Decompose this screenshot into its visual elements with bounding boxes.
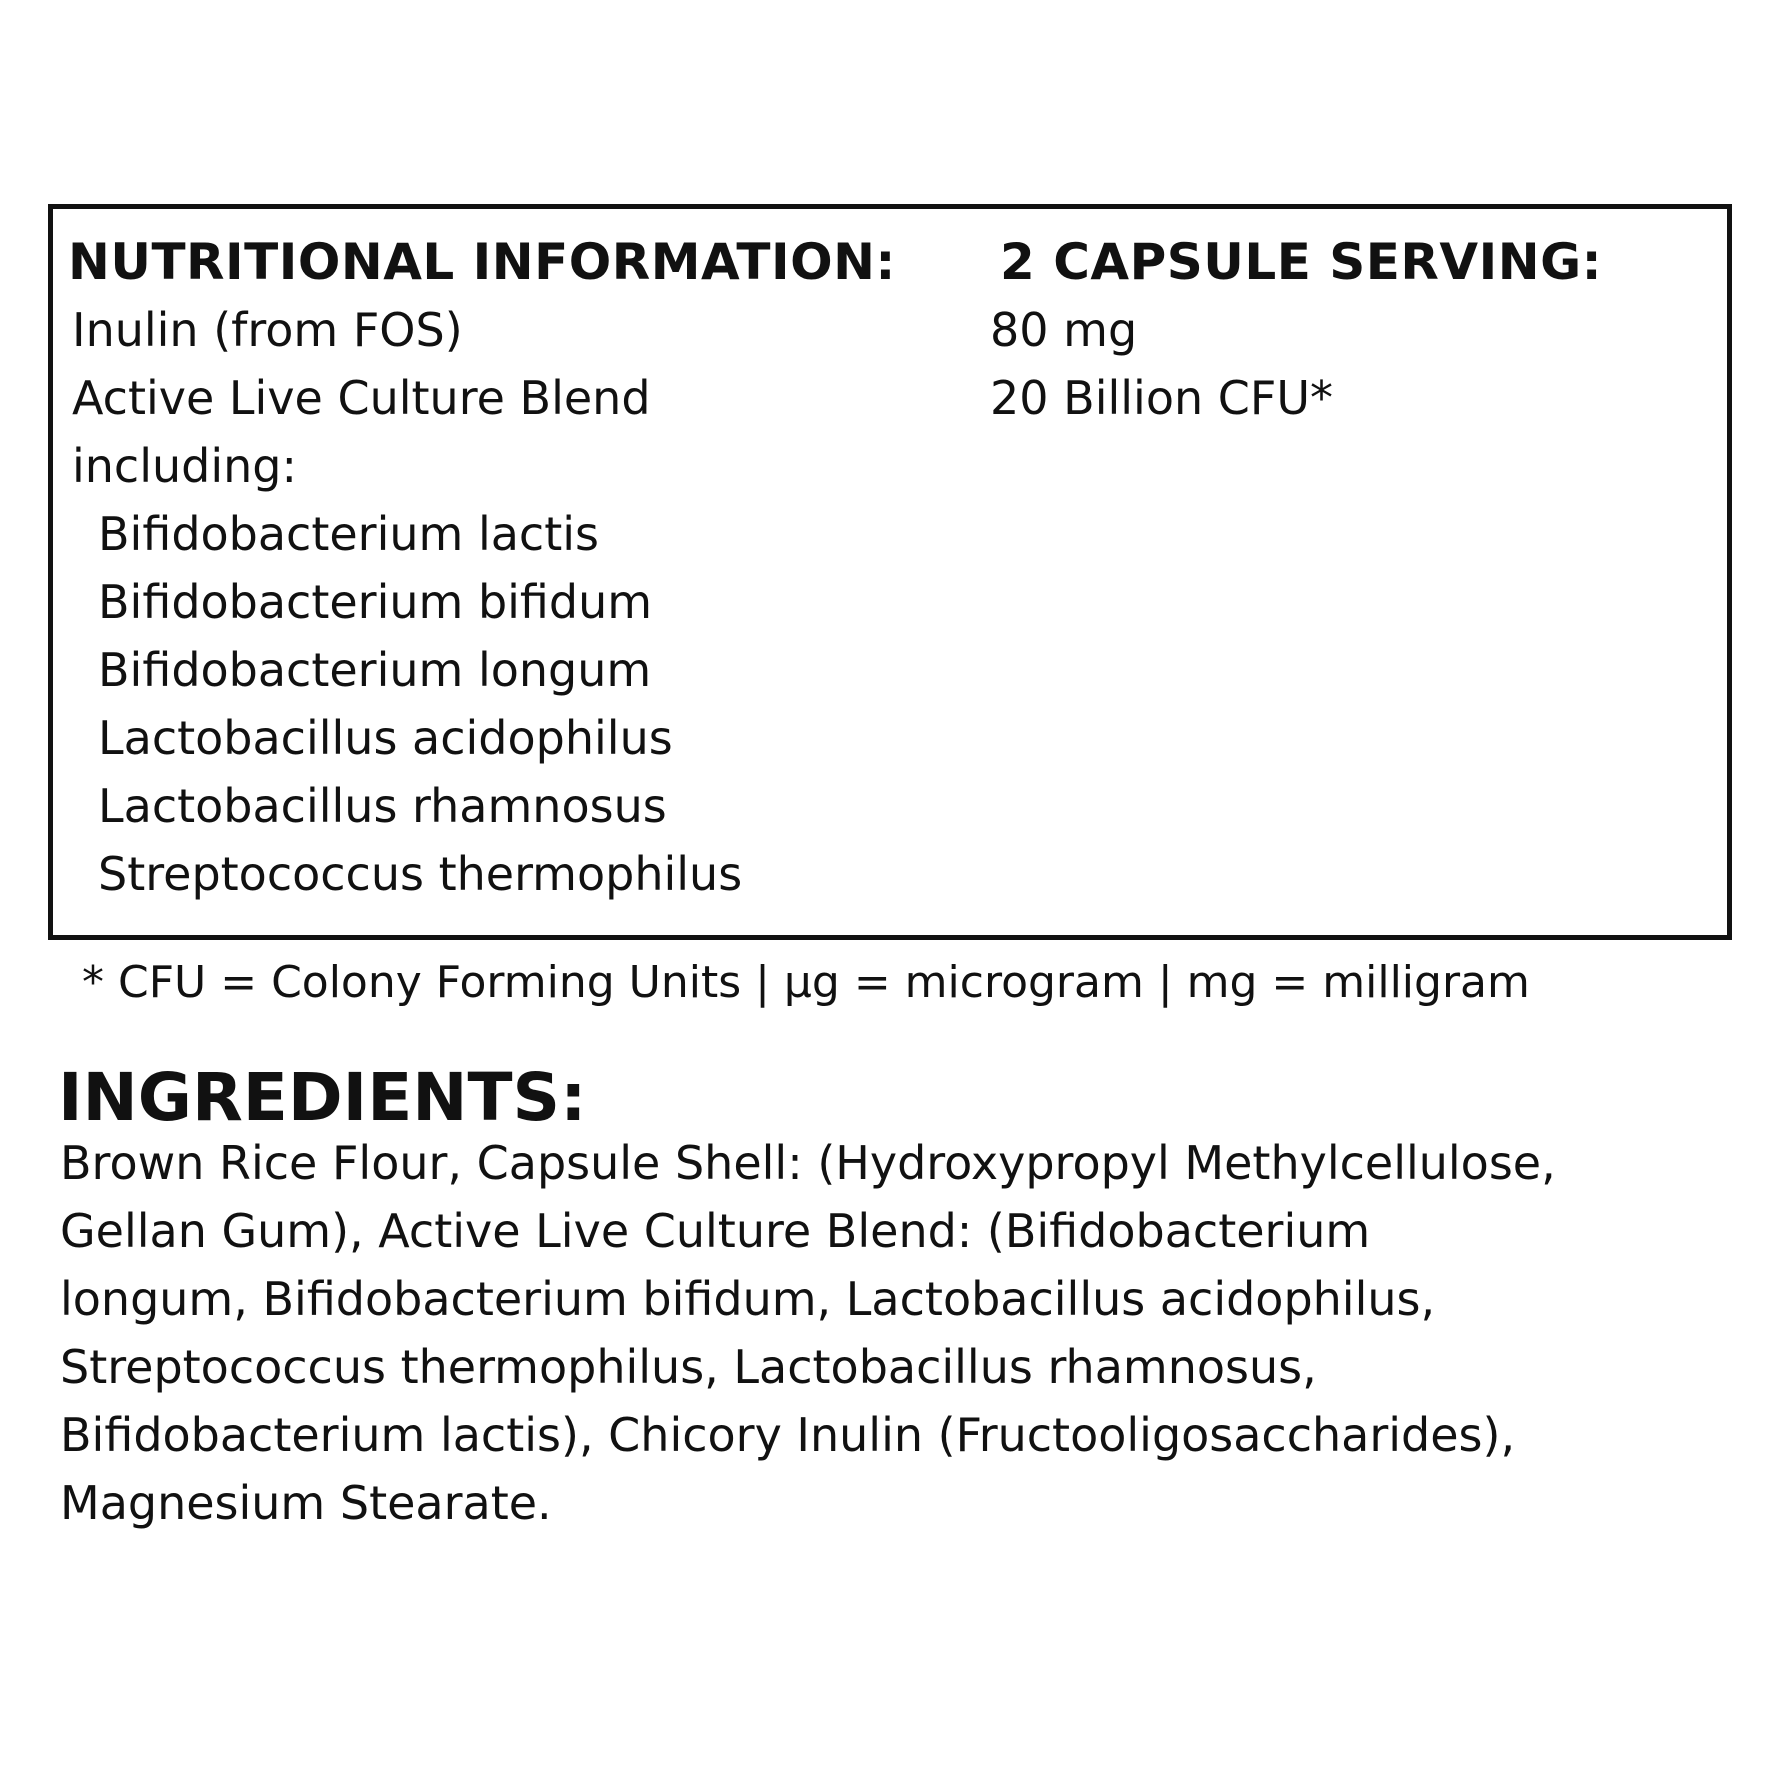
nutrient-label-culture-blend: Active Live Culture Blend: [72, 371, 651, 425]
nutrient-label-including: including:: [72, 439, 297, 493]
nutrient-value-inulin: 80 mg: [990, 303, 1138, 357]
footnote: * CFU = Colony Forming Units | μg = microgram | mg = milligram: [82, 957, 1530, 1008]
strain-item: Lactobacillus rhamnosus: [98, 779, 667, 833]
strain-item: Streptococcus thermophilus: [98, 847, 743, 901]
strain-item: Bifidobacterium bifidum: [98, 575, 653, 629]
strain-item: Lactobacillus acidophilus: [98, 711, 673, 765]
ingredients-line: Streptococcus thermophilus, Lactobacillus rhamnosus,: [60, 1340, 1317, 1394]
ingredients-title: INGREDIENTS:: [58, 1059, 587, 1136]
strain-item: Bifidobacterium longum: [98, 643, 652, 697]
strain-item: Bifidobacterium lactis: [98, 507, 599, 561]
ingredients-line: longum, Bifidobacterium bifidum, Lactobacillus acidophilus,: [60, 1272, 1436, 1326]
serving-heading: 2 CAPSULE SERVING:: [1000, 233, 1603, 291]
ingredients-line: Bifidobacterium lactis), Chicory Inulin (Fructooligosaccharides),: [60, 1408, 1516, 1462]
nutrition-heading: NUTRITIONAL INFORMATION:: [68, 233, 896, 291]
ingredients-line: Magnesium Stearate.: [60, 1476, 552, 1530]
ingredients-line: Gellan Gum), Active Live Culture Blend: (Bifidobacterium: [60, 1204, 1371, 1258]
ingredients-line: Brown Rice Flour, Capsule Shell: (Hydroxypropyl Methylcellulose,: [60, 1136, 1556, 1190]
nutrient-value-culture-blend: 20 Billion CFU*: [990, 371, 1334, 425]
nutrient-label-inulin: Inulin (from FOS): [72, 303, 463, 357]
